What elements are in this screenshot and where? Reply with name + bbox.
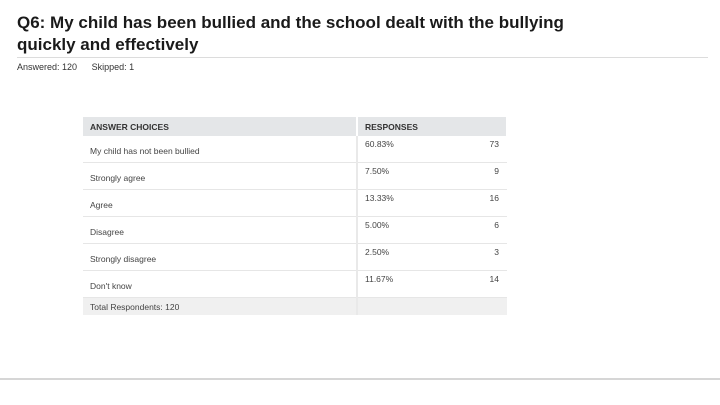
response-percent: 2.50% [357, 244, 475, 271]
table-row [83, 244, 507, 271]
footer-divider [0, 378, 720, 380]
response-percent: 5.00% [357, 217, 475, 244]
response-count: 16 [475, 190, 507, 217]
table-row [83, 163, 507, 190]
response-percent: 60.83% [357, 136, 475, 163]
choice-label: Strongly agree [83, 163, 357, 190]
response-count: 73 [475, 136, 507, 163]
response-count: 6 [475, 217, 507, 244]
choice-label: Strongly disagree [83, 244, 357, 271]
question-title: Q6: My child has been bullied and the school dealt with the bullying quickly and effectively [17, 13, 564, 54]
responses-header: RESPONSES [357, 117, 507, 136]
total-respondents-label: Total Respondents: 120 [83, 298, 357, 316]
response-percent: 13.33% [357, 190, 475, 217]
answered-count: Answered: 120 [17, 62, 78, 72]
choice-label: Don't know [83, 271, 357, 298]
response-count: 3 [475, 244, 507, 271]
header-divider [17, 57, 708, 58]
response-percent: 7.50% [357, 163, 475, 190]
total-row [83, 298, 507, 316]
table-row [83, 190, 507, 217]
response-summary [17, 62, 146, 72]
table-row [83, 271, 507, 298]
choice-label: Disagree [83, 217, 357, 244]
table-header-row [83, 117, 507, 136]
table-row [83, 136, 507, 163]
skipped-count: Skipped: 1 [91, 62, 135, 72]
results-table [83, 117, 508, 315]
choice-label: Agree [83, 190, 357, 217]
answer-choices-header: ANSWER CHOICES [83, 117, 357, 136]
response-count: 14 [475, 271, 507, 298]
choice-label: My child has not been bullied [83, 136, 357, 163]
table-row [83, 217, 507, 244]
response-percent: 11.67% [357, 271, 475, 298]
total-empty-cell [357, 298, 507, 316]
response-count: 9 [475, 163, 507, 190]
